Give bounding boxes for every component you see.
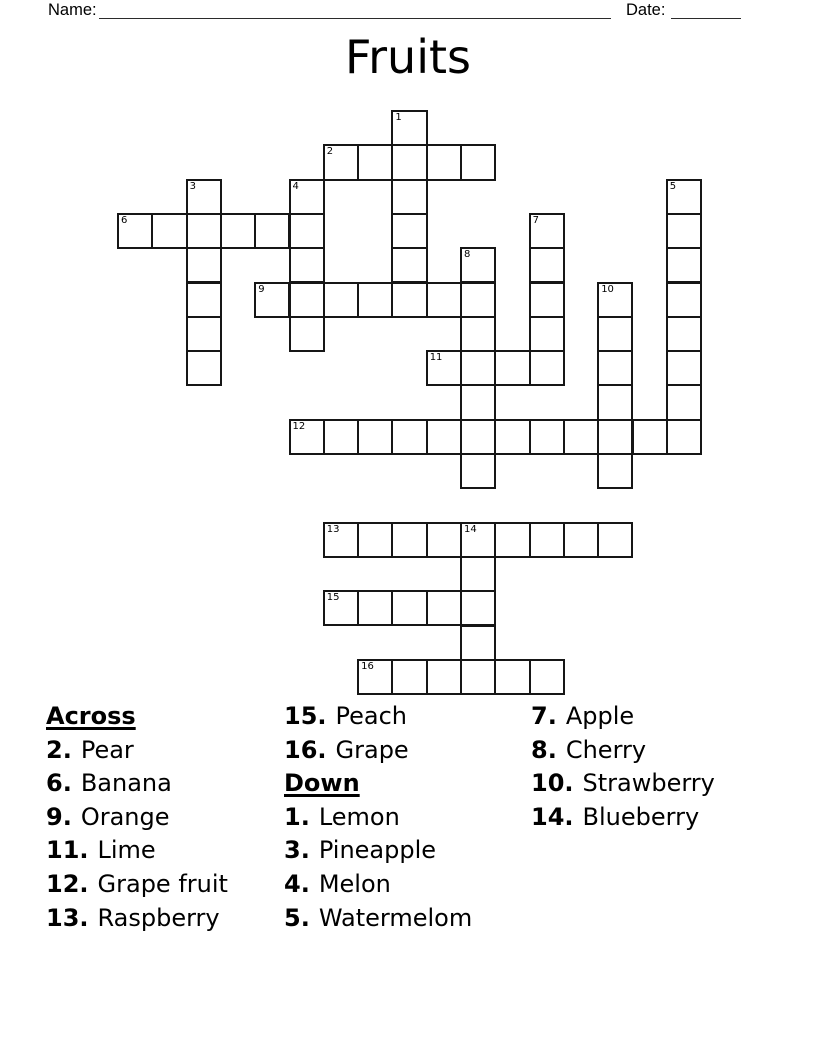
grid-cell[interactable]	[426, 522, 462, 558]
grid-cell[interactable]	[357, 419, 393, 455]
grid-cell[interactable]	[186, 247, 222, 283]
clue-number: 1.	[284, 802, 310, 831]
cell-number: 14	[464, 523, 477, 535]
grid-cell[interactable]	[494, 522, 530, 558]
grid-cell[interactable]	[391, 659, 427, 695]
grid-cell[interactable]	[460, 659, 496, 695]
clue-item	[46, 902, 228, 936]
clue-text: Cherry	[565, 735, 647, 764]
grid-cell[interactable]	[391, 282, 427, 318]
grid-cell[interactable]	[460, 453, 496, 489]
clue-item	[531, 700, 715, 734]
clue-item	[284, 700, 472, 734]
grid-cell[interactable]	[323, 590, 359, 626]
clue-number: 11.	[46, 836, 89, 865]
grid-cell[interactable]	[391, 522, 427, 558]
clue-number: 15.	[284, 702, 327, 730]
clue-text: Raspberry	[97, 903, 220, 932]
cell-number: 11	[429, 352, 443, 364]
name-label: Name:	[48, 1, 97, 19]
grid-cell[interactable]	[460, 384, 496, 420]
grid-cell[interactable]	[391, 179, 427, 215]
clue-item	[284, 801, 472, 835]
clue-item	[531, 801, 715, 835]
grid-cell[interactable]	[529, 350, 565, 386]
grid-cell[interactable]	[186, 213, 222, 249]
clue-number: 4.	[284, 869, 310, 898]
grid-cell[interactable]	[357, 522, 393, 558]
grid-cell[interactable]	[666, 419, 702, 455]
cell-number: 6	[121, 214, 128, 226]
grid-cell[interactable]	[494, 659, 530, 695]
grid-cell[interactable]	[460, 247, 496, 283]
grid-cell[interactable]	[666, 316, 702, 352]
grid-cell[interactable]	[666, 350, 702, 386]
clue-item	[531, 767, 715, 801]
grid-cell[interactable]	[426, 419, 462, 455]
clue-text: Melon	[318, 869, 391, 898]
cell-number: 13	[326, 523, 340, 535]
cell-number: 3	[189, 180, 196, 192]
clue-item	[46, 868, 228, 902]
grid-cell[interactable]	[529, 522, 565, 558]
grid-cell[interactable]	[254, 282, 290, 318]
grid-cell[interactable]	[460, 316, 496, 352]
grid-cell[interactable]	[597, 282, 633, 318]
grid-cell[interactable]	[151, 213, 187, 249]
grid-cell[interactable]	[666, 213, 702, 249]
clue-number: 9.	[46, 802, 72, 831]
grid-cell[interactable]	[186, 179, 222, 215]
grid-cell[interactable]	[460, 625, 496, 661]
grid-cell[interactable]	[460, 556, 496, 592]
grid-cell[interactable]	[666, 384, 702, 420]
grid-cell[interactable]	[460, 144, 496, 180]
grid-cell[interactable]	[323, 419, 359, 455]
grid-cell[interactable]	[186, 282, 222, 318]
grid-cell[interactable]	[597, 350, 633, 386]
clue-text: Pineapple	[318, 836, 437, 865]
grid-cell[interactable]	[357, 282, 393, 318]
grid-cell[interactable]	[529, 247, 565, 283]
cell-number: 2	[326, 146, 334, 158]
grid-cell[interactable]	[597, 316, 633, 352]
clue-text: Watermelom	[318, 903, 473, 932]
date-fill-line[interactable]	[671, 3, 741, 19]
grid-cell[interactable]	[391, 590, 427, 626]
clue-number: 10.	[531, 769, 574, 798]
grid-cell[interactable]	[426, 659, 462, 695]
grid-cell[interactable]	[632, 419, 668, 455]
clue-text: Strawberry	[582, 769, 715, 798]
grid-cell[interactable]	[323, 144, 359, 180]
clue-number: 16.	[284, 735, 327, 764]
cell-number: 9	[258, 283, 265, 295]
cell-number: 16	[361, 660, 374, 672]
clue-item	[46, 834, 228, 868]
clue-text: Banana	[80, 769, 172, 798]
grid-cell[interactable]	[597, 419, 633, 455]
cell-number: 5	[669, 180, 677, 192]
grid-cell[interactable]	[529, 659, 565, 695]
grid-cell[interactable]	[460, 522, 496, 558]
grid-cell[interactable]	[289, 316, 325, 352]
grid-cell[interactable]	[426, 282, 462, 318]
grid-cell[interactable]	[289, 213, 325, 249]
grid-cell[interactable]	[391, 419, 427, 455]
clue-text: Orange	[80, 802, 170, 831]
grid-cell[interactable]	[529, 316, 565, 352]
grid-cell[interactable]	[357, 659, 393, 695]
name-fill-line[interactable]	[99, 3, 611, 19]
clue-text: Pear	[80, 735, 134, 764]
grid-cell[interactable]	[323, 282, 359, 318]
clue-number: 14.	[531, 802, 574, 831]
clue-number: 7.	[531, 702, 557, 730]
grid-cell[interactable]	[426, 590, 462, 626]
grid-cell[interactable]	[494, 350, 530, 386]
grid-cell[interactable]	[117, 213, 153, 249]
clue-item	[284, 734, 472, 768]
grid-cell[interactable]	[254, 213, 290, 249]
clue-column-1	[46, 700, 228, 935]
clue-item	[284, 834, 472, 868]
clue-number: 8.	[531, 735, 557, 764]
cell-number: 10	[601, 283, 614, 295]
grid-cell[interactable]	[563, 522, 599, 558]
grid-cell[interactable]	[426, 144, 462, 180]
cell-number: 7	[532, 214, 539, 226]
clue-column-3	[531, 700, 715, 834]
grid-cell[interactable]	[666, 247, 702, 283]
grid-cell[interactable]	[529, 419, 565, 455]
clue-item	[46, 734, 228, 768]
grid-cell[interactable]	[666, 282, 702, 318]
grid-cell[interactable]	[529, 282, 565, 318]
grid-cell[interactable]	[220, 213, 256, 249]
clue-column-2	[284, 700, 472, 935]
grid-cell[interactable]	[460, 590, 496, 626]
grid-cell[interactable]	[391, 247, 427, 283]
clue-text: Apple	[565, 702, 635, 730]
grid-cell[interactable]	[666, 179, 702, 215]
clue-number: 12.	[46, 869, 89, 898]
clue-item	[284, 868, 472, 902]
cell-number: 1	[395, 112, 402, 123]
grid-cell[interactable]	[426, 350, 462, 386]
clue-item	[46, 767, 228, 801]
grid-cell[interactable]	[597, 384, 633, 420]
clue-text: Lime	[97, 836, 156, 865]
cell-number: 8	[464, 249, 471, 261]
clue-text: Lemon	[318, 802, 400, 831]
clue-text: Grape fruit	[97, 869, 228, 898]
grid-cell[interactable]	[289, 247, 325, 283]
grid-cell[interactable]	[391, 213, 427, 249]
grid-cell[interactable]	[323, 522, 359, 558]
clue-item	[531, 734, 715, 768]
grid-cell[interactable]	[357, 590, 393, 626]
clue-item	[284, 902, 472, 936]
grid-cell[interactable]	[494, 419, 530, 455]
clue-number: 3.	[284, 836, 310, 865]
clue-text: Blueberry	[582, 802, 700, 831]
clues-across-heading: Across	[46, 702, 136, 730]
grid-cell[interactable]	[186, 350, 222, 386]
clues-down-heading: Down	[284, 769, 360, 798]
page-title: Fruits	[345, 30, 471, 84]
clue-text: Peach	[335, 702, 408, 730]
clue-text: Grape	[335, 735, 409, 764]
grid-cell[interactable]	[289, 419, 325, 455]
grid-cell[interactable]	[563, 419, 599, 455]
grid-cell[interactable]	[186, 316, 222, 352]
cell-number: 15	[326, 592, 340, 604]
clue-number: 5.	[284, 903, 310, 932]
grid-cell[interactable]	[357, 144, 393, 180]
grid-cell[interactable]	[460, 282, 496, 318]
grid-cell[interactable]	[460, 419, 496, 455]
cell-number: 12	[292, 420, 306, 432]
grid-cell[interactable]	[289, 179, 325, 215]
grid-cell[interactable]	[460, 350, 496, 386]
grid-cell[interactable]	[529, 213, 565, 249]
cell-number: 4	[292, 180, 299, 192]
grid-cell[interactable]	[289, 282, 325, 318]
date-label: Date:	[626, 1, 666, 19]
clue-number: 2.	[46, 735, 72, 764]
grid-cell[interactable]	[391, 110, 427, 146]
grid-cell[interactable]	[391, 144, 427, 180]
grid-cell[interactable]	[597, 522, 633, 558]
grid-cell[interactable]	[597, 453, 633, 489]
clue-number: 6.	[46, 769, 72, 798]
clue-number: 13.	[46, 903, 89, 932]
clue-item	[46, 801, 228, 835]
